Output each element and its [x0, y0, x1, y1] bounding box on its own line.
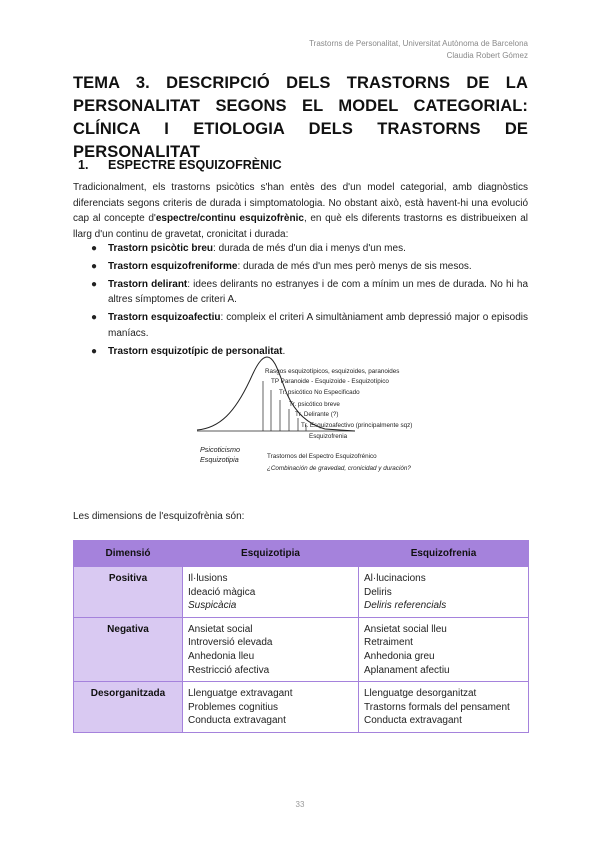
cell-line: Al·lucinacions: [364, 573, 426, 584]
table-cell: [183, 682, 359, 733]
table-header-cell: Dimensió: [74, 541, 183, 567]
table-cell: [359, 567, 529, 618]
list-item-text: .: [282, 345, 286, 357]
section-heading: [78, 158, 282, 172]
cell-line: Problemes cognitius: [188, 701, 279, 713]
row-header-cell: Positiva: [74, 567, 183, 618]
list-item: [91, 310, 528, 341]
list-item-text: : durada de més d'un mes però menys de sis mesos.: [237, 260, 472, 272]
header-course: Trastorns de Personalitat, Universitat Autònoma de Barcelona: [309, 39, 528, 48]
list-item: [91, 277, 528, 308]
table-row: [74, 682, 529, 733]
bullet-icon: ●: [91, 278, 98, 290]
section-title: ESPECTRE ESQUIZOFRÈNIC: [108, 158, 282, 172]
axis-left-line1: Psicoticismo: [200, 445, 240, 454]
table-cell: [183, 617, 359, 681]
section-number: 1.: [78, 158, 89, 172]
cell-line: Anhedonia lleu: [188, 650, 255, 662]
list-item-text: : compleix el criteri A simultàniament amb depressió major o episodis maníacs.: [108, 312, 528, 339]
bullet-icon: ●: [91, 345, 98, 357]
bullet-icon: ●: [91, 243, 98, 254]
intro-bold-term: espectre/continu esquizofrènic: [155, 213, 304, 225]
table-header-cell: Esquizotipia: [183, 541, 359, 567]
cell-line: Introversió elevada: [188, 637, 273, 649]
table-header-cell: Esquizofrenia: [359, 541, 529, 567]
dimensions-label: Les dimensions de l'esquizofrènia són:: [73, 511, 245, 522]
dimensions-table: [73, 540, 529, 733]
list-item-term: Trastorn esquizotípic de personalitat: [108, 345, 283, 357]
intro-part1: Tradicionalment, els trastorns psicòtics s'han entès des d'un model categorial, amb diagnòstics diferenciats segons criteris de durada i simptomatologia. No obstant això, està havent-hi una evolució cap al concepte d': [73, 182, 528, 225]
cell-line: Ansietat social lleu: [364, 623, 447, 635]
table-header-row: [74, 541, 529, 567]
cell-line: Llenguatge extravagant: [188, 688, 293, 700]
list-item-term: Trastorn delirant: [108, 278, 188, 290]
list-item-term: Trastorn psicòtic breu: [108, 243, 214, 254]
figure-label: Tr. psicótico breve: [289, 401, 340, 408]
figure-label: Rasgos esquizotípicos, esquizoides, paranoides: [265, 368, 400, 375]
table-cell: [183, 567, 359, 618]
list-item: [91, 241, 528, 257]
cell-line: Anhedonia greu: [364, 650, 435, 662]
intro-part2: , en què els diferents trastorns es distribueixen al llarg d'un continu de gravetat, cronicitat i durada:: [73, 213, 528, 240]
figure-label: Tr. Delirante (?): [295, 411, 339, 418]
cell-line: Suspicàcia: [188, 600, 237, 612]
cell-line: Conducta extravagant: [188, 715, 286, 727]
list-item-text: : durada de més d'un dia i menys d'un mes.: [213, 243, 406, 254]
cell-line: Deliris referencials: [364, 600, 447, 612]
bullet-icon: ●: [91, 312, 98, 324]
list-item-text: : idees delirants no estranyes i de com a mínim un mes de durada. No hi ha altres símptomes de criteri A.: [108, 278, 529, 306]
cell-line: Restricció afectiva: [188, 664, 270, 676]
table-cell: [359, 682, 529, 733]
figure-label: Tr. psicótico No Especificado: [279, 389, 360, 396]
list-item: [91, 259, 528, 275]
figure-label: Esquizofrenia: [309, 433, 348, 440]
cell-line: Llenguatge desorganitzat: [364, 688, 477, 700]
page-title: TEMA 3. DESCRIPCIÓ DELS TRASTORNS DE LA PERSONALITAT SEGONS EL MODEL CATEGORIAL: CLÍNICA I ETIOLOGIA DELS TRASTORNS DE PERSONALITAT: [73, 74, 528, 161]
row-header-cell: Negativa: [74, 617, 183, 681]
page-number: 33: [295, 800, 305, 809]
cell-line: Conducta extravagant: [364, 715, 462, 727]
header-author: Claudia Robert Gómez: [446, 51, 528, 60]
cell-line: Deliris: [364, 586, 392, 598]
list-item-term: Trastorn esquizoafectiu: [108, 312, 221, 324]
figure-label: Tr. Esquizoafectivo (principalmente sqz): [301, 422, 413, 429]
cell-line: Aplanament afectiu: [364, 664, 450, 676]
cell-line: Trastorns formals del pensament: [364, 701, 510, 713]
row-header-cell: Desorganitzada: [74, 682, 183, 733]
cell-line: Ideació màgica: [188, 586, 256, 598]
cell-line: Il·lusions: [188, 573, 228, 584]
axis-left-line2: Esquizotipia: [200, 455, 239, 464]
running-header: [309, 38, 528, 62]
list-item-term: Trastorn esquizofreniforme: [108, 260, 238, 272]
table-cell: [359, 617, 529, 681]
table-row: [74, 617, 529, 681]
spectrum-curve-diagram: [195, 352, 525, 492]
spectrum-figure: [195, 352, 525, 492]
cell-line: Retraiment: [364, 637, 413, 649]
table-row: [74, 567, 529, 618]
axis-subtitle: ¿Combinación de gravedad, cronicidad y duración?: [267, 465, 411, 472]
cell-line: Ansietat social: [188, 623, 253, 635]
axis-title: Trastornos del Espectro Esquizofrénico: [267, 453, 377, 460]
figure-label: TP Paranoide - Esquizoide - Esquizotípico: [271, 378, 389, 385]
disorder-list: [91, 241, 528, 362]
bullet-icon: ●: [91, 260, 98, 272]
intro-paragraph: [73, 180, 528, 242]
